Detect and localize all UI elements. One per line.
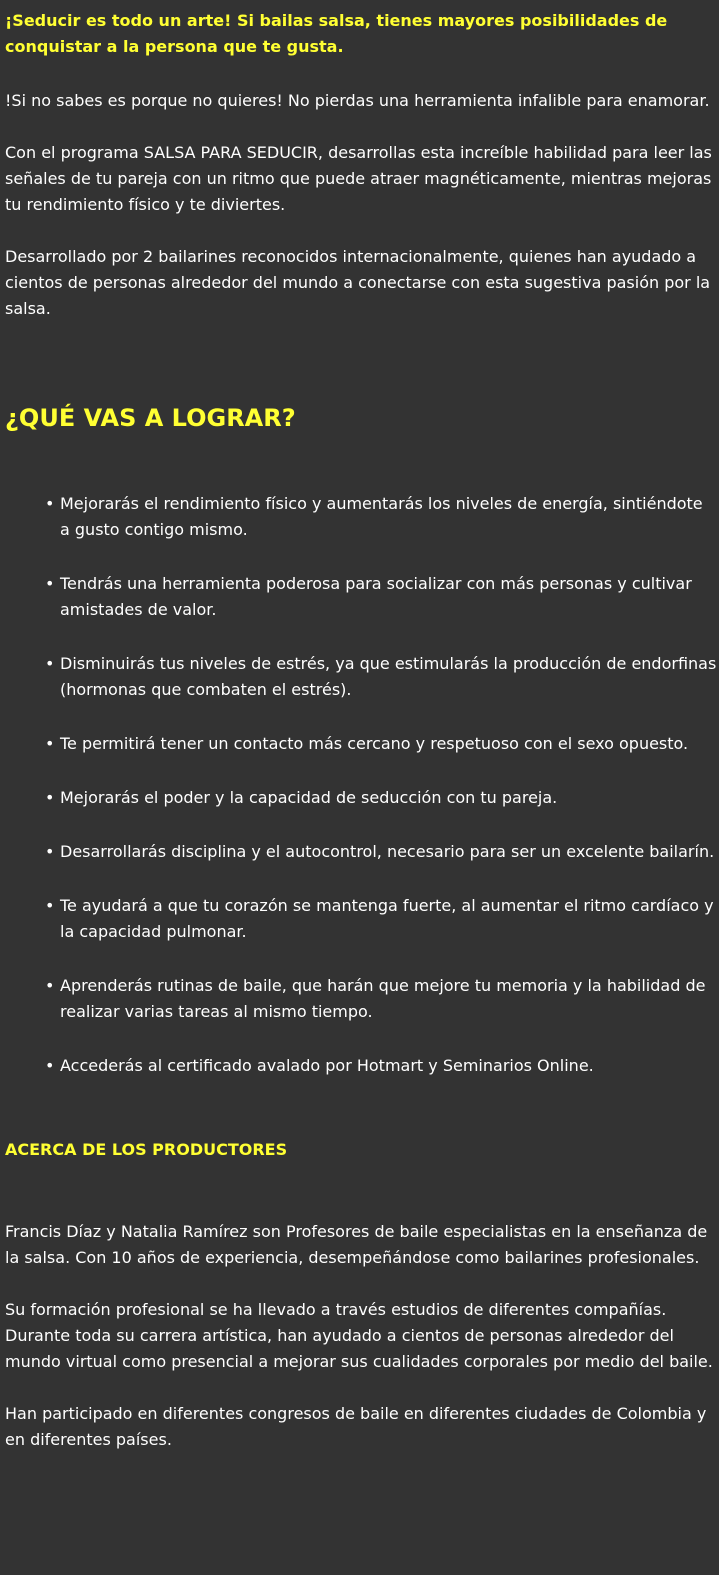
benefit-item [5,1053,717,1079]
sales-page-content [5,8,717,1453]
benefit-item [5,839,717,865]
benefit-text: Desarrollarás disciplina y el autocontrol, necesario para ser un excelente bailarín. [60,842,715,861]
bullet-icon: • [45,654,55,673]
benefit-text: Te ayudará a que tu corazón se mantenga fuerte, al aumentar el ritmo cardíaco y la capacidad pulmonar. [60,896,714,941]
benefit-item [5,893,717,945]
producers-paragraph: Su formación profesional se ha llevado a través estudios de diferentes compañías. Durante toda su carrera artística, han ayudado a cientos de personas alrededor del mundo virtual como presencial a mejorar sus cualidades corporales por medio del baile. [5,1300,713,1371]
intro-paragraph: !Si no sabes es porque no quieres! No pierdas una herramienta infalible para enamorar. [5,91,710,110]
benefit-item [5,731,717,757]
intro-headline: ¡Seducir es todo un arte! Si bailas salsa, tienes mayores posibilidades de conquistar a la persona que te gusta. [5,11,668,56]
intro-paragraph: Desarrollado por 2 bailarines reconocidos internacionalmente, quienes han ayudado a cientos de personas alrededor del mundo a conectarse con esta sugestiva pasión por la salsa. [5,247,711,318]
benefits-list [5,491,717,1079]
benefit-text: Tendrás una herramienta poderosa para socializar con más personas y cultivar amistades de valor. [60,574,692,619]
benefit-text: Accederás al certificado avalado por Hotmart y Seminarios Online. [60,1056,594,1075]
bullet-icon: • [45,494,55,513]
benefit-text: Te permitirá tener un contacto más cercano y respetuoso con el sexo opuesto. [60,734,689,753]
benefit-text: Disminuirás tus niveles de estrés, ya que estimularás la producción de endorfinas (hormonas que combaten el estrés). [60,654,717,699]
bullet-icon: • [45,574,55,593]
bullet-icon: • [45,842,55,861]
benefit-item [5,571,717,623]
benefit-text: Mejorarás el poder y la capacidad de seducción con tu pareja. [60,788,558,807]
benefit-item [5,973,717,1025]
benefit-item [5,785,717,811]
producers-title: ACERCA DE LOS PRODUCTORES [5,1140,288,1159]
bullet-icon: • [45,788,55,807]
bullet-icon: • [45,976,55,995]
bullet-icon: • [45,734,55,753]
bullet-icon: • [45,896,55,915]
producers-paragraph: Han participado en diferentes congresos de baile en diferentes ciudades de Colombia y en diferentes países. [5,1404,707,1449]
producers-paragraph: Francis Díaz y Natalia Ramírez son Profesores de baile especialistas en la enseñanza de la salsa. Con 10 años de experiencia, desempeñándose como bailarines profesionales. [5,1222,708,1267]
bullet-icon: • [45,1056,55,1075]
benefit-text: Aprenderás rutinas de baile, que harán que mejore tu memoria y la habilidad de realizar varias tareas al mismo tiempo. [60,976,706,1021]
benefits-title: ¿QUÉ VAS A LOGRAR? [5,404,296,432]
benefit-item [5,651,717,703]
benefit-text: Mejorarás el rendimiento físico y aumentarás los niveles de energía, sintiéndote a gusto contigo mismo. [60,494,703,539]
intro-paragraph: Con el programa SALSA PARA SEDUCIR, desarrollas esta increíble habilidad para leer las señales de tu pareja con un ritmo que puede atraer magnéticamente, mientras mejoras tu rendimiento físico y te diviertes. [5,143,712,214]
benefit-item [5,491,717,543]
